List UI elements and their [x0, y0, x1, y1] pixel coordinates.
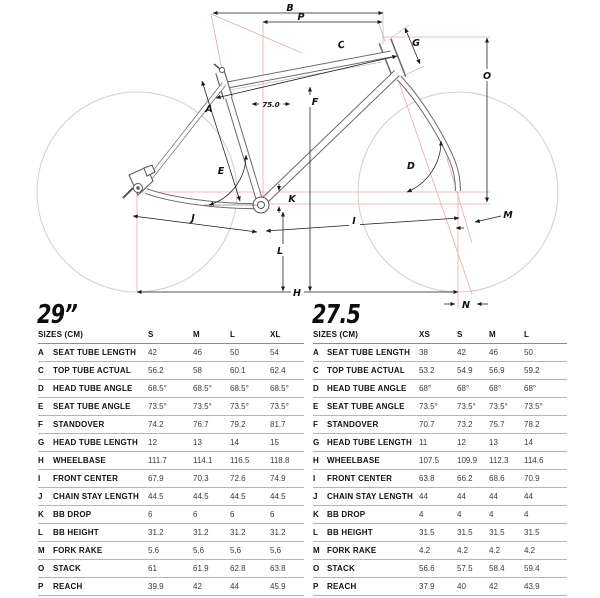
cell-value: 45.9 — [270, 582, 286, 591]
cell-value: 31.5 — [524, 528, 540, 537]
cell-value: 74.9 — [270, 474, 286, 483]
column-header: M — [489, 330, 496, 339]
row-key: D — [38, 384, 44, 393]
row-key: K — [313, 510, 319, 519]
cell-value: 73.5° — [457, 402, 476, 411]
cell-value: 68.5° — [193, 384, 212, 393]
dim-label-a: A — [205, 104, 213, 115]
table-row — [38, 452, 304, 470]
row-key: P — [313, 582, 319, 591]
column-header: XL — [270, 330, 281, 339]
cell-value: 79.2 — [230, 420, 246, 429]
table-row — [313, 398, 567, 416]
row-key: M — [38, 546, 45, 555]
table-row — [38, 524, 304, 542]
cell-value: 4.2 — [419, 546, 431, 555]
row-label: BB HEIGHT — [53, 528, 99, 537]
cell-value: 118.8 — [270, 456, 290, 465]
dim-label-m: M — [503, 210, 513, 221]
cell-value: 5.6 — [148, 546, 160, 555]
row-key: F — [38, 420, 44, 429]
cell-value: 61.9 — [193, 564, 209, 573]
cell-value: 114.6 — [524, 456, 544, 465]
cell-value: 63.8 — [270, 564, 286, 573]
dimension-labels — [189, 3, 513, 311]
cell-value: 44 — [230, 582, 239, 591]
table-row — [313, 488, 567, 506]
cell-value: 15 — [270, 438, 279, 447]
cell-value: 73.5° — [419, 402, 438, 411]
row-label: STANDOVER — [53, 420, 105, 429]
row-key: G — [313, 438, 320, 447]
cell-value: 44 — [524, 492, 533, 501]
dim-label-n: N — [462, 300, 470, 311]
cell-value: 12 — [148, 438, 157, 447]
size-header: SIZES (CM) — [313, 330, 359, 339]
cell-value: 74.2 — [148, 420, 164, 429]
row-key: A — [38, 348, 44, 357]
dim-label-i: I — [352, 216, 356, 227]
table-header-row — [38, 326, 304, 344]
cell-value: 62.8 — [230, 564, 246, 573]
cell-value: 4.2 — [489, 546, 501, 555]
cell-value: 40 — [457, 582, 466, 591]
cell-value: 38 — [419, 348, 428, 357]
column-header: S — [457, 330, 463, 339]
cell-value: 73.5° — [270, 402, 289, 411]
geometry-table-29 — [38, 326, 304, 596]
row-label: REACH — [327, 582, 357, 591]
table-row — [313, 578, 567, 596]
table-row — [313, 416, 567, 434]
row-label: FORK RAKE — [327, 546, 377, 555]
cell-value: 44 — [419, 492, 428, 501]
table-row — [313, 362, 567, 380]
row-key: K — [38, 510, 44, 519]
row-label: SEAT TUBE ANGLE — [327, 402, 405, 411]
row-key: M — [313, 546, 320, 555]
table-row — [313, 434, 567, 452]
row-label: WHEELBASE — [327, 456, 380, 465]
bottom-bracket-bore — [258, 202, 265, 209]
cell-value: 73.5° — [148, 402, 167, 411]
wheel-size-title-29: 29” — [37, 300, 77, 330]
cell-value: 68.5° — [148, 384, 167, 393]
cell-value: 31.2 — [193, 528, 209, 537]
dim-label-d: D — [407, 161, 415, 172]
table-row — [313, 506, 567, 524]
cell-value: 6 — [148, 510, 153, 519]
row-key: J — [313, 492, 318, 501]
cell-value: 58 — [193, 366, 202, 375]
row-label: HEAD TUBE LENGTH — [327, 438, 412, 447]
cell-value: 70.3 — [193, 474, 209, 483]
row-key: I — [313, 474, 316, 483]
cell-value: 44 — [489, 492, 498, 501]
row-key: F — [313, 420, 319, 429]
column-header: M — [193, 330, 200, 339]
cell-value: 42 — [148, 348, 157, 357]
table-row — [313, 560, 567, 578]
cell-value: 68.5° — [270, 384, 289, 393]
cell-value: 68° — [457, 384, 470, 393]
row-label: FRONT CENTER — [327, 474, 393, 483]
row-key: J — [38, 492, 43, 501]
row-label: BB DROP — [53, 510, 92, 519]
row-key: A — [313, 348, 319, 357]
row-key: E — [38, 402, 44, 411]
cell-value: 4 — [457, 510, 462, 519]
cell-value: 116.5 — [230, 456, 250, 465]
dim-label-h: H — [293, 288, 301, 299]
cell-value: 31.5 — [419, 528, 435, 537]
row-key: H — [38, 456, 44, 465]
dim-label-b: B — [286, 3, 294, 14]
row-label: WHEELBASE — [53, 456, 106, 465]
cell-value: 13 — [193, 438, 202, 447]
row-label: SEAT TUBE LENGTH — [53, 348, 137, 357]
table-row — [38, 470, 304, 488]
cell-value: 46 — [193, 348, 202, 357]
cell-value: 111.7 — [148, 456, 167, 465]
cell-value: 4 — [524, 510, 529, 519]
cell-value: 50 — [524, 348, 533, 357]
cell-value: 70.9 — [524, 474, 540, 483]
column-header: L — [230, 330, 236, 339]
dim-label-g: G — [412, 38, 420, 49]
cell-value: 42 — [489, 582, 498, 591]
cell-value: 31.2 — [270, 528, 286, 537]
row-label: FRONT CENTER — [53, 474, 119, 483]
cell-value: 63.8 — [419, 474, 435, 483]
table-row — [38, 506, 304, 524]
geometry-table-275 — [313, 326, 567, 596]
row-label: REACH — [53, 582, 83, 591]
cell-value: 75.7 — [489, 420, 505, 429]
table-row — [38, 398, 304, 416]
row-label: STACK — [327, 564, 355, 573]
cell-value: 66.2 — [457, 474, 473, 483]
dim-label-seat-offset: 75.0 — [262, 101, 280, 109]
row-key: P — [38, 582, 44, 591]
cell-value: 67.9 — [148, 474, 164, 483]
cell-value: 4.2 — [457, 546, 469, 555]
bike-frame — [123, 41, 458, 213]
table-row — [38, 488, 304, 506]
table-row — [313, 380, 567, 398]
cell-value: 59.4 — [524, 564, 540, 573]
cell-value: 53.2 — [419, 366, 435, 375]
dim-label-p: P — [297, 12, 305, 23]
column-header: XS — [419, 330, 431, 339]
row-label: BB HEIGHT — [327, 528, 373, 537]
column-header: L — [524, 330, 530, 339]
table-row — [38, 434, 304, 452]
cell-value: 56.2 — [148, 366, 164, 375]
cell-value: 5.6 — [230, 546, 242, 555]
cell-value: 13 — [489, 438, 498, 447]
cell-value: 76.7 — [193, 420, 209, 429]
row-label: STACK — [53, 564, 81, 573]
cell-value: 68.6 — [489, 474, 505, 483]
cell-value: 4 — [419, 510, 424, 519]
cell-value: 81.7 — [270, 420, 286, 429]
row-label: HEAD TUBE LENGTH — [53, 438, 138, 447]
cell-value: 68.5° — [230, 384, 249, 393]
column-header: S — [148, 330, 154, 339]
row-key: I — [38, 474, 41, 483]
table-row — [313, 452, 567, 470]
dim-label-o: O — [482, 71, 492, 82]
cell-value: 57.5 — [457, 564, 473, 573]
cell-value: 39.9 — [148, 582, 164, 591]
cell-value: 6 — [230, 510, 235, 519]
cell-value: 5.6 — [193, 546, 205, 555]
cell-value: 5.6 — [270, 546, 282, 555]
cell-value: 73.5° — [489, 402, 508, 411]
cell-value: 114.1 — [193, 456, 213, 465]
dim-label-j: J — [191, 213, 195, 224]
cell-value: 72.6 — [230, 474, 246, 483]
cell-value: 44 — [457, 492, 466, 501]
cell-value: 11 — [419, 438, 428, 447]
table-row — [38, 416, 304, 434]
row-key: D — [313, 384, 319, 393]
cell-value: 68° — [419, 384, 432, 393]
row-label: CHAIN STAY LENGTH — [327, 492, 413, 501]
row-label: TOP TUBE ACTUAL — [53, 366, 131, 375]
cell-value: 60.1 — [230, 366, 246, 375]
table-row — [313, 542, 567, 560]
cell-value: 107.5 — [419, 456, 440, 465]
cell-value: 37.9 — [419, 582, 435, 591]
cell-value: 73.5° — [524, 402, 543, 411]
table-row — [38, 560, 304, 578]
row-key: O — [313, 564, 320, 573]
dim-label-e: E — [217, 166, 225, 177]
cell-value: 31.2 — [148, 528, 164, 537]
cell-value: 44.5 — [193, 492, 209, 501]
row-label: CHAIN STAY LENGTH — [53, 492, 139, 501]
row-label: TOP TUBE ACTUAL — [327, 366, 405, 375]
row-key: O — [38, 564, 45, 573]
row-key: E — [313, 402, 319, 411]
cell-value: 31.2 — [230, 528, 246, 537]
table-row — [313, 524, 567, 542]
dim-label-c: C — [336, 39, 347, 52]
cell-value: 78.2 — [524, 420, 540, 429]
cell-value: 54.9 — [457, 366, 473, 375]
dim-label-f: F — [311, 97, 319, 108]
row-key: C — [38, 366, 44, 375]
cell-value: 14 — [230, 438, 239, 447]
row-key: L — [313, 528, 319, 537]
row-label: SEAT TUBE ANGLE — [53, 402, 131, 411]
dimension-lines — [133, 11, 501, 304]
table-row — [38, 344, 304, 362]
cell-value: 4 — [489, 510, 494, 519]
cell-value: 70.7 — [419, 420, 435, 429]
cell-value: 44.5 — [270, 492, 286, 501]
table-header-row — [313, 326, 567, 344]
cell-value: 73.2 — [457, 420, 473, 429]
row-label: SEAT TUBE LENGTH — [327, 348, 411, 357]
cell-value: 14 — [524, 438, 533, 447]
cell-value: 50 — [230, 348, 239, 357]
cell-value: 73.5° — [230, 402, 249, 411]
cell-value: 31.5 — [489, 528, 505, 537]
row-label: FORK RAKE — [53, 546, 103, 555]
row-label: STANDOVER — [327, 420, 379, 429]
row-label: HEAD TUBE ANGLE — [327, 384, 407, 393]
dim-label-k: K — [288, 194, 296, 205]
size-header: SIZES (CM) — [38, 330, 84, 339]
cell-value: 4.2 — [524, 546, 536, 555]
table-row — [38, 578, 304, 596]
cell-value: 62.4 — [270, 366, 286, 375]
wheel-size-title-275: 27.5 — [312, 300, 361, 330]
cell-value: 58.4 — [489, 564, 505, 573]
cell-value: 109.9 — [457, 456, 478, 465]
row-key: C — [313, 366, 319, 375]
cell-value: 73.5° — [193, 402, 212, 411]
cell-value: 68° — [489, 384, 502, 393]
cell-value: 54 — [270, 348, 279, 357]
row-key: H — [313, 456, 319, 465]
table-row — [313, 344, 567, 362]
cell-value: 56.6 — [419, 564, 435, 573]
table-row — [38, 380, 304, 398]
row-key: G — [38, 438, 45, 447]
cell-value: 68° — [524, 384, 537, 393]
cell-value: 6 — [270, 510, 275, 519]
row-label: HEAD TUBE ANGLE — [53, 384, 133, 393]
row-label: BB DROP — [327, 510, 366, 519]
table-row — [38, 542, 304, 560]
cell-value: 12 — [457, 438, 466, 447]
cell-value: 44.5 — [148, 492, 164, 501]
table-row — [313, 470, 567, 488]
cell-value: 59.2 — [524, 366, 540, 375]
row-key: L — [38, 528, 44, 537]
dim-label-l: L — [276, 246, 284, 257]
cell-value: 42 — [193, 582, 202, 591]
cell-value: 6 — [193, 510, 198, 519]
cell-value: 43.9 — [524, 582, 540, 591]
cell-value: 31.5 — [457, 528, 473, 537]
table-row — [38, 362, 304, 380]
cell-value: 112.3 — [489, 456, 509, 465]
cell-value: 44.5 — [230, 492, 246, 501]
cell-value: 56.9 — [489, 366, 505, 375]
seat-clamp-detail — [214, 64, 225, 73]
cell-value: 61 — [148, 564, 157, 573]
cell-value: 42 — [457, 348, 466, 357]
cell-value: 46 — [489, 348, 498, 357]
